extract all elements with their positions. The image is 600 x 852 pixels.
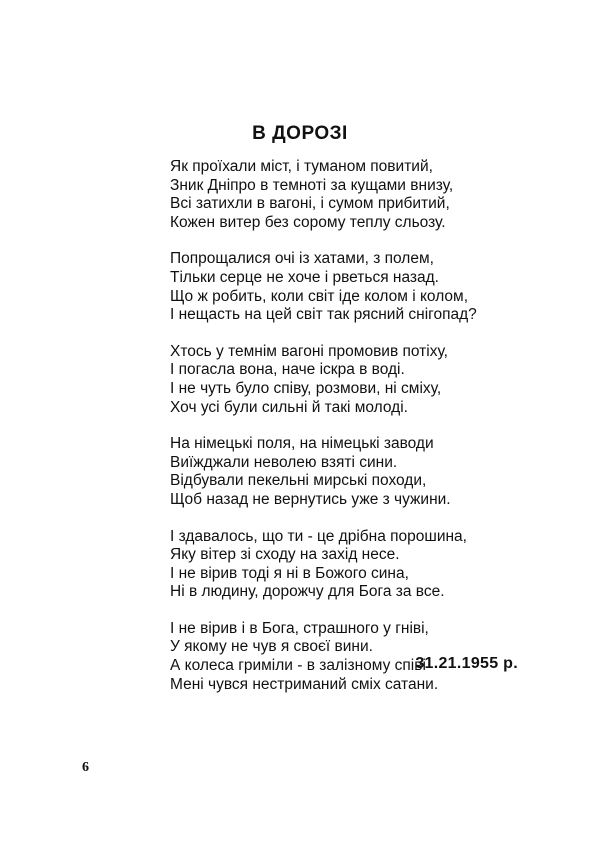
poem-body bbox=[170, 158, 550, 712]
poem-line: Хтось у темнім вагоні промовив потіху, bbox=[170, 342, 448, 360]
poem-line: Тільки серце не хоче і рветься назад. bbox=[170, 268, 439, 286]
stanza bbox=[170, 343, 550, 417]
poem-line: І не вірив і в Бога, страшного у гніві, bbox=[170, 619, 429, 637]
poem-line: Мені чувся нестриманий сміх сатани. bbox=[170, 675, 439, 693]
poem-line: У якому не чув я своєї вини. bbox=[170, 638, 373, 656]
poem-line: І здавалось, що ти - це дрібна порошина, bbox=[170, 527, 467, 545]
poem-line: А колеса гриміли - в залізному співі bbox=[170, 657, 426, 675]
poem-line: І погасла вона, наче іскра в воді. bbox=[170, 361, 405, 379]
stanza bbox=[170, 158, 550, 232]
poem-line: Виїжджали неволею взяті сини. bbox=[170, 453, 398, 471]
poem-line: Хоч усі були сильні й такі молоді. bbox=[170, 398, 408, 416]
poem-line: Зник Дніпро в темноті за кущами внизу, bbox=[170, 176, 454, 194]
stanza bbox=[170, 250, 550, 324]
poem-line: Що ж робить, коли світ іде колом і колом, bbox=[170, 287, 469, 305]
poem-line: Відбували пекельні мирські походи, bbox=[170, 472, 427, 490]
poem-line: Яку вітер зі сходу на захід несе. bbox=[170, 546, 400, 564]
poem-line: Кожен витер без сорому теплу сльозу. bbox=[170, 213, 446, 231]
poem-line: Всі затихли в вагоні, і сумом прибитий, bbox=[170, 195, 450, 213]
page-number: 6 bbox=[82, 760, 89, 775]
poem-line: На німецькі поля, на німецькі заводи bbox=[170, 435, 434, 453]
poem-line: Ні в людину, дорожчу для Бога за все. bbox=[170, 583, 445, 601]
poem-line: Як проїхали міст, і туманом повитий, bbox=[170, 158, 433, 175]
poem-date: 31.21.1955 р. bbox=[415, 655, 518, 672]
poem-line: Попрощалися очі із хатами, з полем, bbox=[170, 250, 434, 268]
poem-line: І не вірив тоді я ні в Божого сина, bbox=[170, 564, 409, 582]
poem-line: І нещасть на цей світ так рясний снігопад? bbox=[170, 306, 477, 324]
poem-line: І не чуть було співу, розмови, ні сміху, bbox=[170, 379, 442, 397]
stanza bbox=[170, 435, 550, 509]
stanza bbox=[170, 528, 550, 602]
poem-title: В ДОРОЗІ bbox=[252, 123, 348, 144]
poem-line: Щоб назад не вернутись уже з чужини. bbox=[170, 490, 451, 508]
